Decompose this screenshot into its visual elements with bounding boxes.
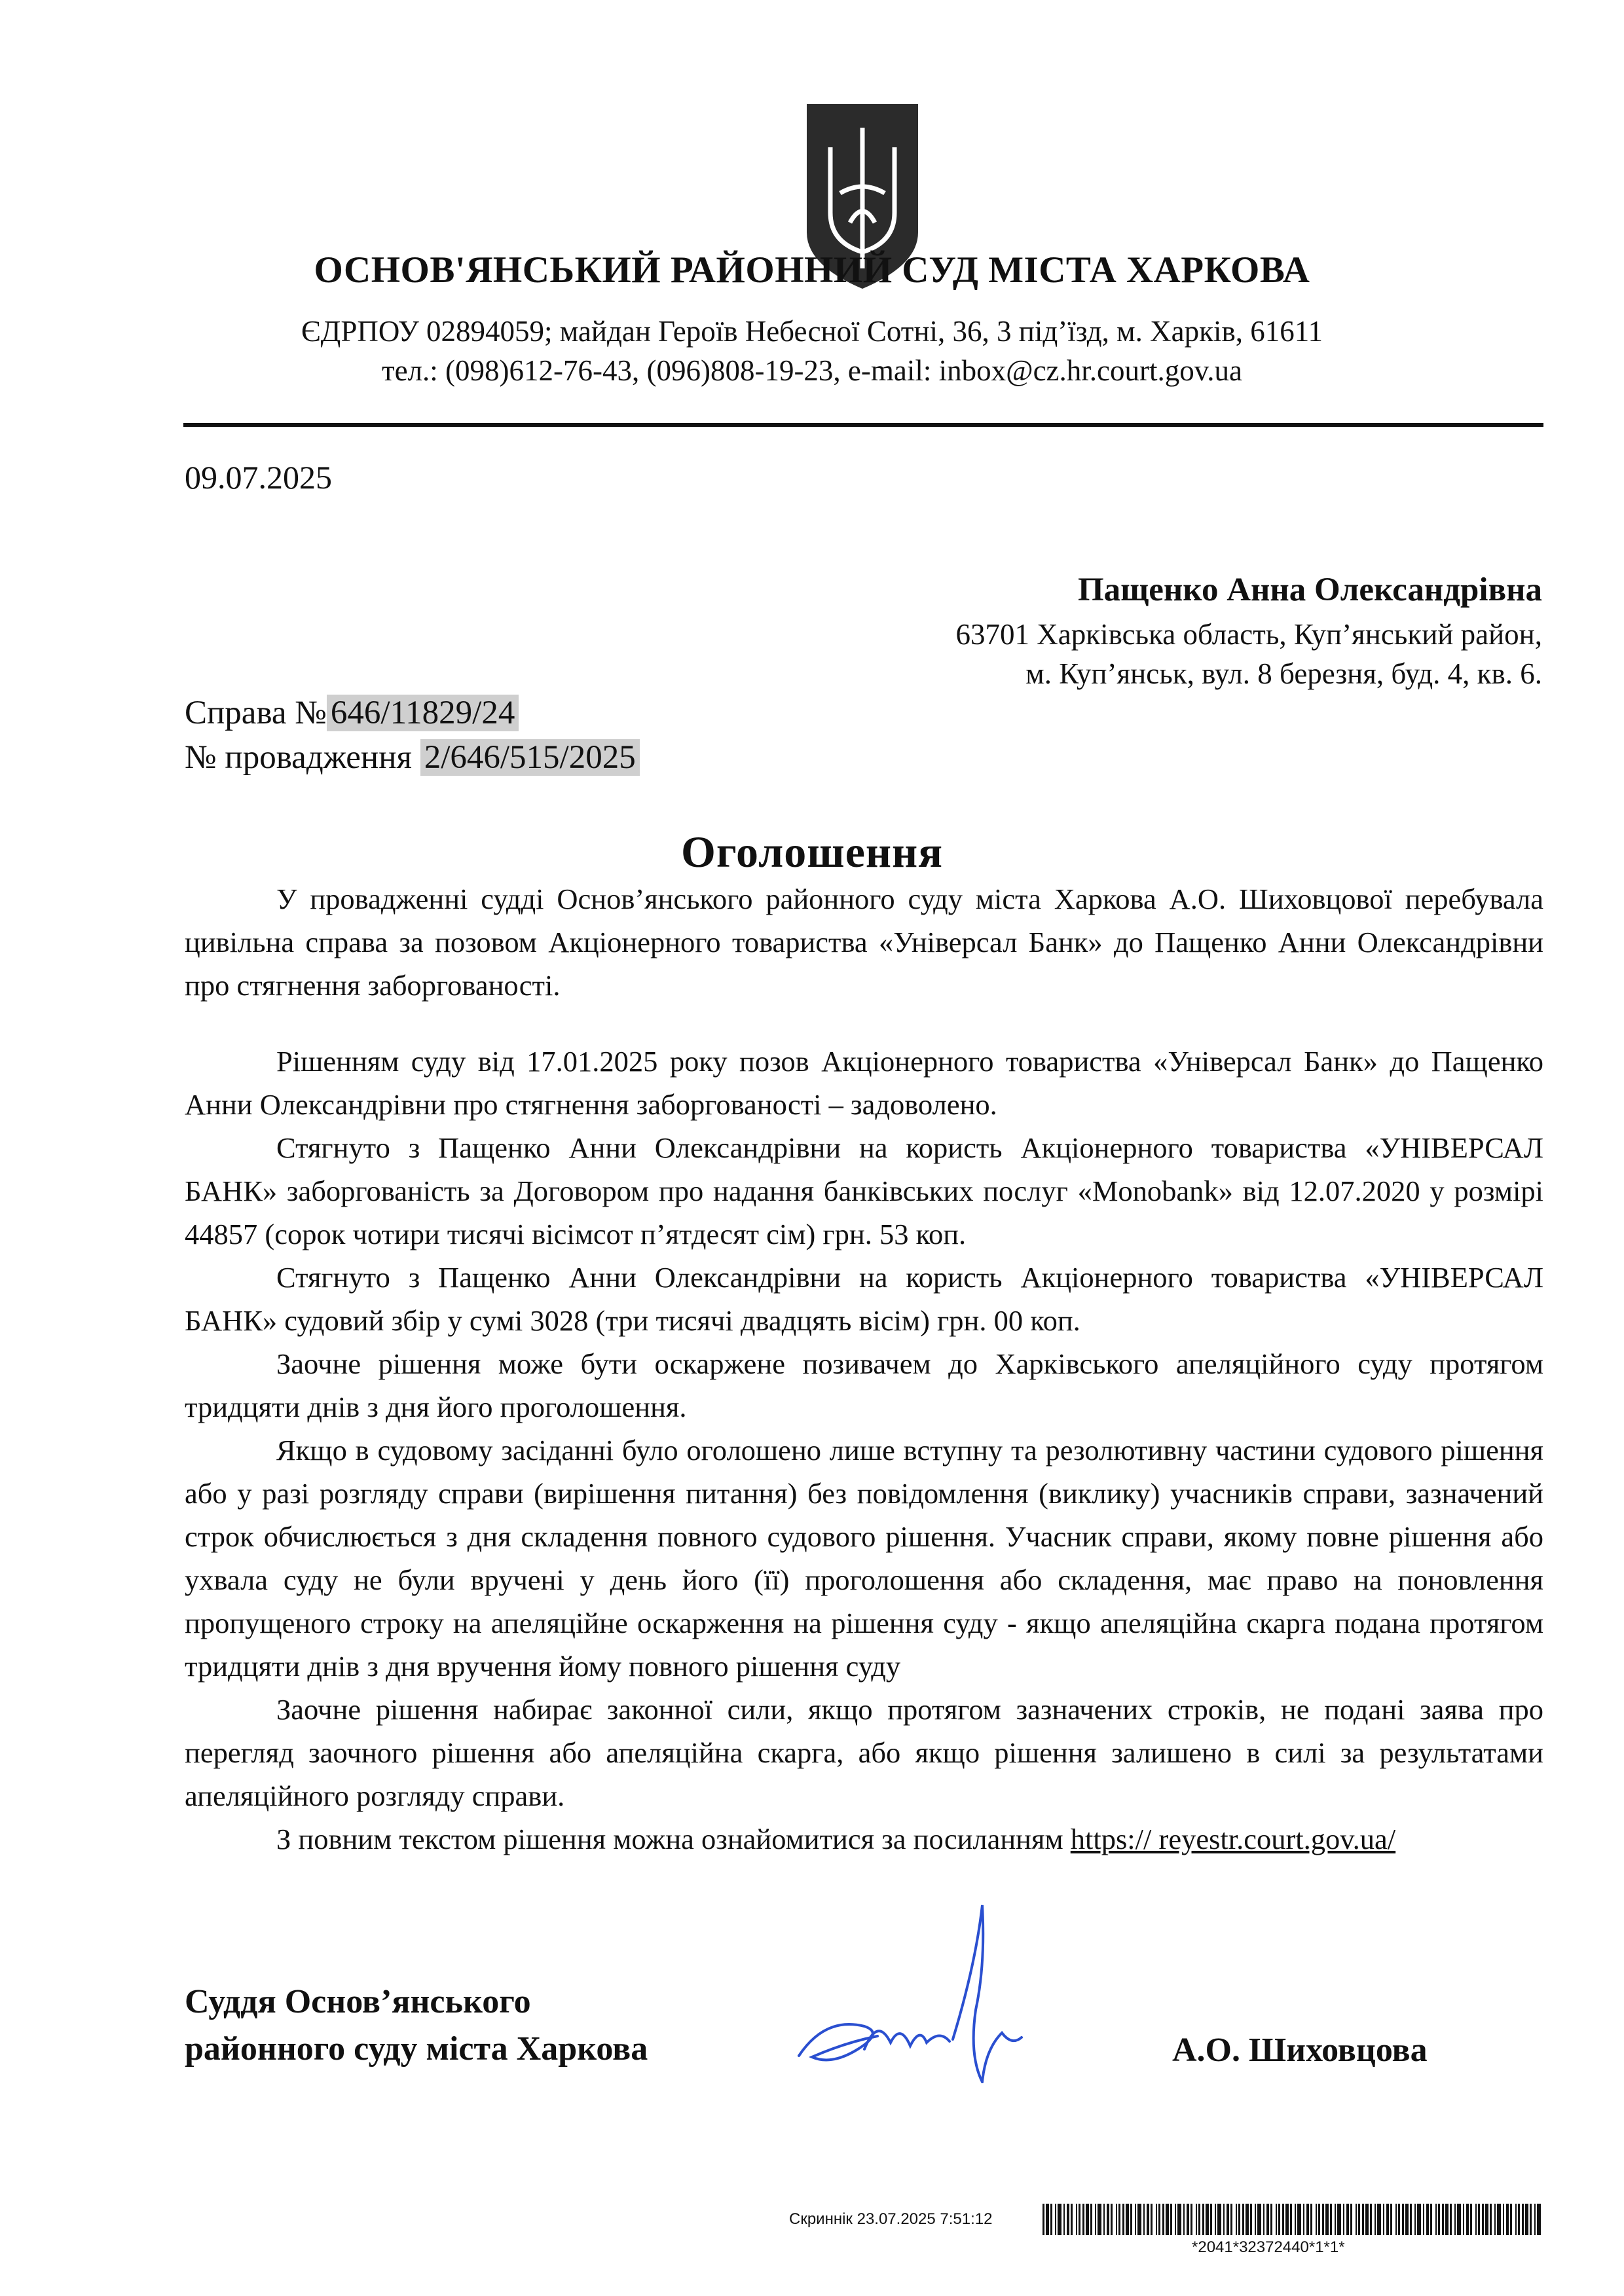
announcement-body [185, 877, 1543, 1861]
addressee-address-line-2: м. Куп’янськ, вул. 8 березня, буд. 4, кв. 6. [1025, 657, 1542, 690]
case-number-line [185, 694, 519, 732]
paragraph-7: Заочне рішення набирає законної сили, якщо протягом зазначених строків, не подані заява про перегляд заочного рішення або апеляційна скарга, або якщо рішення залишено в силі за результатами апеляційного розгляду справи. [185, 1693, 1543, 1812]
judge-title-line-2: районного суду міста Харкова [185, 2030, 648, 2068]
paragraph-8 [185, 1817, 1543, 1861]
paragraph-1: У провадженні судді Основ’янського районного суду міста Харкова А.О. Шиховцової перебувала цивільна справа за позовом Акціонерного товариства «Універсал Банк» до Пащенко Анни Олександрівни про стягнення заборгованості. [185, 883, 1543, 1002]
judge-title [185, 1978, 648, 2073]
barcode [1043, 2204, 1541, 2235]
proceeding-label: № провадження [185, 739, 420, 776]
court-info-line-2: тел.: (098)612-76-43, (096)808-19-23, e-mail: inbox@cz.hr.court.gov.ua [381, 354, 1243, 387]
paragraph-4: Стягнуто з Пащенко Анни Олександрівни на користь Акціонерного товариства «УНІВЕРСАЛ БАНК» судовий збір у сумі 3028 (три тисячі двадцять вісім) грн. 00 коп. [185, 1261, 1543, 1337]
paragraph-8-text: З повним текстом рішення можна ознайомитися за посиланням [276, 1823, 1071, 1855]
paragraph-2: Рішенням суду від 17.01.2025 року позов Акціонерного товариства «Універсал Банк» до Пащенко Анни Олександрівни про стягнення заборгованості – задоволено. [185, 1045, 1543, 1121]
barcode-number: *2041*32372440*1*1* [1192, 2238, 1345, 2256]
scan-stamp: Скриннік 23.07.2025 7:51:12 [789, 2210, 993, 2228]
addressee-name: Пащенко Анна Олександрівна [1078, 572, 1542, 608]
handwritten-signature [786, 1886, 1048, 2108]
court-name: ОСНОВ'ЯНСЬКИЙ РАЙОННИЙ СУД МІСТА ХАРКОВА [314, 249, 1310, 291]
addressee-address-line-1: 63701 Харківська область, Куп’янський район, [955, 618, 1542, 651]
judge-name: А.О. Шиховцова [1172, 2032, 1428, 2069]
judge-title-line-1: Суддя Основ’янського [185, 1983, 531, 2020]
case-label: Справа № [185, 695, 327, 731]
registry-link[interactable]: https:// reyestr.court.gov.ua/ [1070, 1823, 1396, 1855]
proceeding-number-line [185, 738, 640, 776]
paragraph-6: Якщо в судовому засіданні було оголошено лише вступну та резолютивну частини судового рішення або у разі розгляду справи (вирішення питання) без повідомлення (виклику) учасників справи, зазначений строк обчислюється з дня складення повного судового рішення. Учасник справи, якому повне рішення або ухвала суду не були вручені у день його (її) проголошення або складення, має право на поновлення пропущеного строку на апеляційне оскарження на рішення суду - якщо апеляційна скарга подана протягом тридцяти днів з дня вручення йому повного рішення суду [185, 1434, 1543, 1683]
court-info-line-1: ЄДРПОУ 02894059; майдан Героїв Небесної Сотні, 36, 3 під’їзд, м. Харків, 61611 [301, 315, 1323, 348]
paragraph-3: Стягнуто з Пащенко Анни Олександрівни на користь Акціонерного товариства «УНІВЕРСАЛ БАНК» заборгованість за Договором про надання банківських послуг «Monobank» від 12.07.2020 у розмірі 44857 (сорок чотири тисячі вісімсот п’ятдесят сім) грн. 53 коп. [185, 1131, 1543, 1250]
proceeding-number: 2/646/515/2025 [420, 739, 640, 776]
announcement-title: Оголошення [680, 827, 944, 877]
case-number: 646/11829/24 [327, 695, 519, 731]
header-divider [183, 423, 1543, 427]
letter-date: 09.07.2025 [185, 459, 332, 496]
paragraph-5: Заочне рішення може бути оскаржене позивачем до Харківського апеляційного суду протягом тридцяти днів з дня його проголошення. [185, 1347, 1543, 1423]
